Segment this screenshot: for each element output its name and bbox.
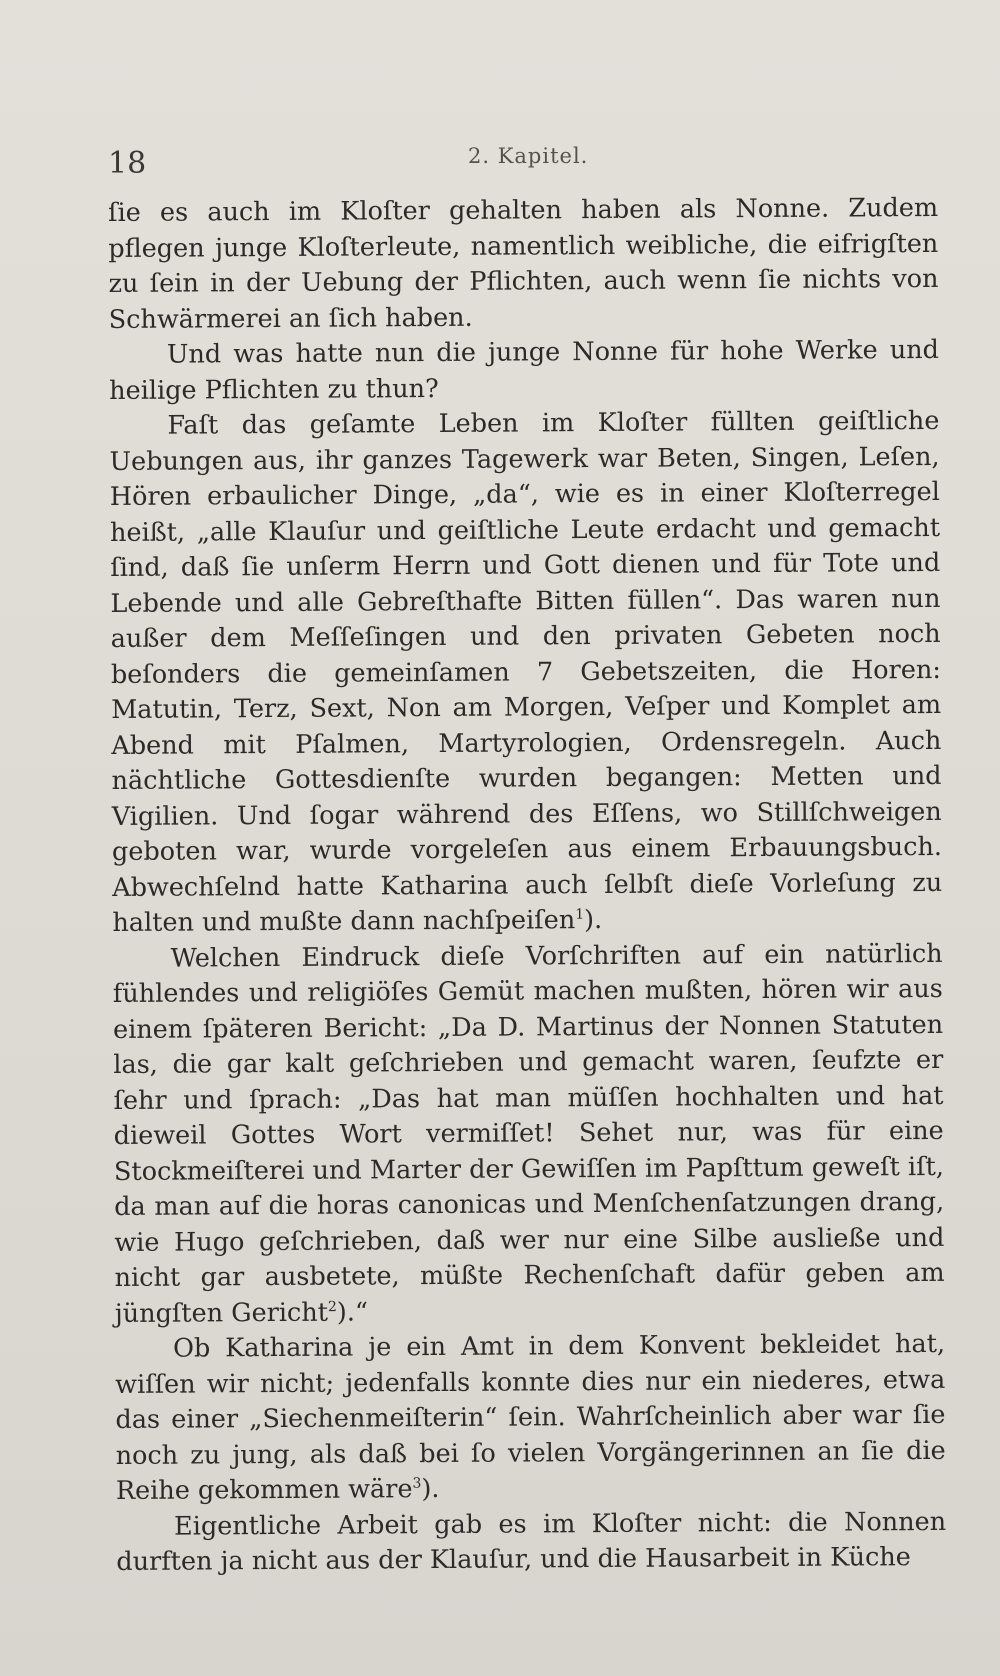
footnote-marker: 1 (575, 906, 585, 923)
running-head (108, 140, 928, 180)
paragraph-ending: ). (584, 904, 603, 936)
paragraph-text: ſie es auch im Kloſter gehalten haben als Nonne. Zudem pflegen junge Kloſterleute, namentlich weibliche, die eifrigſten zu ſein in der Uebung der Pflichten, auch wenn ſie nichts von Schwärmerei an ſich haben. (108, 192, 939, 335)
paragraph-ending: ).“ (336, 1296, 369, 1328)
paragraph (113, 936, 945, 1332)
paragraph-text: Ob Katharina je ein Amt in dem Konvent bekleidet hat, wiſſen wir nicht; jedenfalls konnte dies nur ein niederes, etwa das einer „Siechenmeiſterin“ ſein. Wahrſcheinlich aber war ſie noch zu jung, als daß bei ſo vielen Vorgängerinnen an ſie die Reihe gekommen wäre (115, 1328, 946, 1506)
paragraph-ending: ). (421, 1473, 440, 1505)
footnote-marker: 2 (327, 1298, 337, 1315)
paragraph-text: Eigentliche Arbeit gab es im Kloſter nicht: die Nonnen durften ja nicht aus der Klauſur, und die Hausarbeit in Küche (116, 1506, 947, 1577)
paragraph (109, 404, 942, 942)
page-number: 18 (108, 146, 147, 181)
body-text (108, 191, 946, 1581)
paragraph (116, 1504, 946, 1580)
chapter-title: 2. Kapitel. (468, 144, 589, 168)
paragraph (115, 1327, 946, 1510)
paragraph-text: Und was hatte nun die junge Nonne für hohe Werke und heilige Pflichten zu thun? (109, 334, 940, 406)
paragraph (109, 333, 939, 409)
paragraph (108, 191, 939, 338)
paragraph-text: Welchen Eindruck dieſe Vorſchriften auf ein natürlich fühlendes und religiöſes Gemüt machen mußten, hören wir aus einem ſpäteren Bericht: „Da D. Martinus der Nonnen Statuten las, die gar kalt geſchrieben und gemacht waren, ſeufzte er ſehr und ſprach: „Das hat man müſſen hochhalten und hat dieweil Gottes Wort vermiſſet! Sehet nur, was für eine Stockmeiſterei und Marter der Gewiſſen im Papſttum geweſt iſt, da man auf die horas canonicas und Menſchenſatzungen drang, wie Hugo geſchrieben, daß wer nur eine Silbe ausließe und nicht gar ausbetete, müßte Rechenſchaft dafür geben am jüngſten Gericht (112, 938, 945, 1329)
paragraph-text: Faſt das geſamte Leben im Kloſter füllten geiſtliche Uebungen aus, ihr ganzes Tagewerk war Beten, Singen, Leſen, Hören erbaulicher Dinge, „da“, wie es in einer Kloſterregel heißt, „alle Klauſur und geiſtliche Leute erdacht und gemacht ſind, daß ſie unſerm Herrn und Gott dienen und für Tote und Lebende und alle Gebreſthafte Bitten füllen“. Das waren nun außer dem Meſſeſingen und den privaten Gebeten noch beſonders die gemeinſamen 7 Gebetszeiten, die Horen: Matutin, Terz, Sext, Non am Morgen, Veſper und Komplet am Abend mit Pſalmen, Martyrologien, Ordensregeln. Auch nächtliche Gottesdienſte wurden begangen: Metten und Vigilien. Und ſogar während des Eſſens, wo Stillſchweigen geboten war, wurde vorgeleſen aus einem Erbauungsbuch. Abwechſelnd hatte Katharina auch ſelbſt dieſe Vorleſung zu halten und mußte dann nachſpeiſen (109, 405, 943, 938)
footnote-marker: 3 (412, 1475, 422, 1492)
